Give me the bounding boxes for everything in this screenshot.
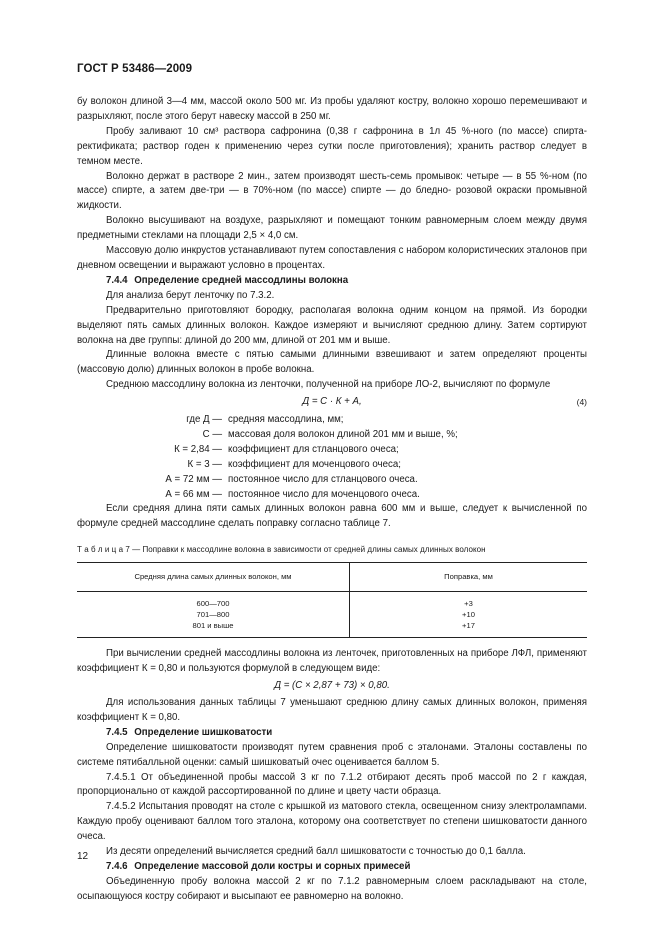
paragraph: бу волокон длиной 3—4 мм, массой около 500 мг. Из пробы удаляют костру, волокно хорошо перемешивают и разрыхляют, после этого берут навеску массой в 250 мг.: [77, 96, 587, 122]
definition-term: А = 72 мм —: [165, 473, 222, 485]
table-cell: 600—700: [77, 592, 350, 610]
paragraph: При вычислении средней массодлины волокна из ленточек, приготовленных на приборе ЛФЛ, применяют коэффициент К = 0,80 и пользуются формулой в следующем виде:: [77, 648, 587, 675]
definition-desc: постоянное число для стланцового очеса.: [228, 473, 418, 485]
table-cell: 801 и выше: [77, 620, 350, 638]
section-number: 7.4.4: [106, 274, 128, 286]
paragraph: Волокно держат в растворе 2 мин., затем производят шесть-семь промывок: четыре — в 55 %-ном (по массе) спирте, а затем две-три — в 70%-ном (по массе) спирте — до бледно- розовой окраски промывной жидкости.: [77, 170, 587, 212]
definition-row: [77, 458, 587, 473]
document-body: [77, 95, 587, 905]
paragraph: 7.4.5.1 От объединенной пробы массой 3 кг по 7.1.2 отбирают десять проб массой по 2 г каждая, пропорционально от каждой рассортированной по длине и цвету части образца.: [77, 771, 587, 798]
table-header-row: [77, 563, 587, 592]
paragraph: Предварительно приготовляют бородку, располагая волокна одним концом на прямой. Из бородки выделяют пять самых длинных волокон. Каждое измеряют и вычисляют среднюю длину. Затем сортируют волокна на две группы: длиной до 200 мм, длиной от 201 мм и выше.: [77, 304, 587, 346]
section-heading-7-4-5: [77, 726, 587, 741]
definition-desc: постоянное число для моченцового очеса.: [228, 488, 420, 500]
definition-desc: средняя массодлина, мм;: [228, 414, 344, 426]
table-cell: 701—800: [77, 609, 350, 620]
definition-row: [77, 428, 587, 443]
table-cell: +17: [350, 620, 588, 638]
definition-desc: коэффициент для стланцового очеса;: [228, 443, 399, 455]
section-number: 7.4.6: [106, 860, 128, 872]
definition-row: [77, 413, 587, 428]
definition-term: К = 2,84 —: [174, 443, 222, 455]
definition-term: где Д —: [186, 414, 222, 426]
page-number: 12: [77, 851, 89, 862]
table-cell: +10: [462, 610, 475, 620]
definition-row: [77, 443, 587, 458]
definition-term: К = 3 —: [187, 458, 222, 470]
formula-definitions: [77, 413, 587, 502]
paragraph: 7.4.5.2 Испытания проводят на столе с крышкой из матового стекла, освещенном снизу электролампами. Каждую пробу оценивают баллом того эталона, которому она соответствует по степени шишковатости данного очеса.: [77, 801, 587, 843]
table-row: [77, 592, 587, 610]
table-header-cell: Средняя длина самых длинных волокон, мм: [77, 563, 350, 592]
paragraph: Если средняя длина пяти самых длинных волокон равна 600 мм и выше, следует к вычисленной по формуле средней массодлине сделать поправку согласно таблице 7.: [77, 503, 587, 530]
section-title: Определение массовой доли костры и сорных примесей: [134, 860, 411, 872]
paragraph: Для анализа берут ленточку по 7.3.2.: [106, 289, 275, 301]
paragraph: Среднюю массодлину волокна из ленточки, полученной на приборе ЛО-2, вычисляют по формуле: [106, 379, 551, 391]
formula-text: Д = (С × 2,87 + 73) × 0,80.: [274, 680, 390, 691]
paragraph: Из десяти определений вычисляется средний балл шишковатости с точностью до 0,1 балла.: [106, 846, 526, 858]
paragraph: Пробу заливают 10 см³ раствора сафронина (0,38 г сафронина в 1л 45 %-ного (по массе) спирта-ректификата; раствор годен к применению через сутки после приготовления); хранить раствор следует в темном месте.: [77, 125, 587, 167]
paragraph: Длинные волокна вместе с пятью самыми длинными взвешивают и затем определяют проценты (массовую долю) длинных волокон в пробе волокна.: [77, 349, 587, 376]
table-header-cell: Поправка, мм: [350, 563, 588, 592]
paragraph: Объединенную пробу волокна массой 2 кг по 7.1.2 равномерным слоем раскладывают на столе, осыпающуюся костру собирают и высыпают ее равномерно на волокно.: [77, 875, 587, 902]
table-caption: Т а б л и ц а 7 — Поправки к массодлине волокна в зависимости от средней длины самых длинных волокон: [77, 545, 486, 555]
section-number: 7.4.5: [106, 726, 128, 738]
paragraph: Волокно высушивают на воздухе, разрыхляют и помещают тонким равномерным слоем между двумя предметными стеклами на площади 2,5 × 4,0 см.: [77, 215, 587, 242]
definition-term: С —: [202, 429, 222, 441]
section-heading-7-4-6: [77, 860, 587, 875]
definition-row: [77, 473, 587, 488]
paragraph: Определение шишковатости производят путем сравнения проб с эталонами. Эталоны составлены по системе пятибалльной оценки: самый шишковатый очес оценивается баллом 5.: [77, 741, 587, 768]
section-title: Определение средней массодлины волокна: [134, 274, 349, 286]
table-row: [77, 620, 587, 638]
formula-lfl: [77, 677, 587, 696]
paragraph: Для использования данных таблицы 7 уменьшают среднюю длину самых длинных волокон, применяя коэффициент К = 0,80.: [77, 697, 587, 723]
document-header: ГОСТ Р 53486—2009: [77, 63, 193, 75]
paragraph: Массовую долю инкрустов устанавливают путем сопоставления с набором колористических эталонов при дневном освещении и выражают условно в процентах.: [77, 245, 587, 271]
definition-desc: массовая доля волокон длиной 201 мм и выше, %;: [228, 429, 458, 441]
formula-4: [77, 393, 587, 412]
table-row: [77, 609, 587, 620]
formula-number: (4): [576, 397, 587, 408]
definition-term: А = 66 мм —: [165, 488, 222, 500]
formula-text: Д = С · К + А,: [302, 396, 362, 408]
definition-row: [77, 488, 587, 503]
definition-desc: коэффициент для моченцового очеса;: [228, 458, 401, 470]
table-7: [77, 562, 587, 638]
table-cell: +3: [464, 599, 473, 609]
section-title: Определение шишковатости: [134, 726, 273, 738]
section-heading-7-4-4: [77, 274, 587, 289]
